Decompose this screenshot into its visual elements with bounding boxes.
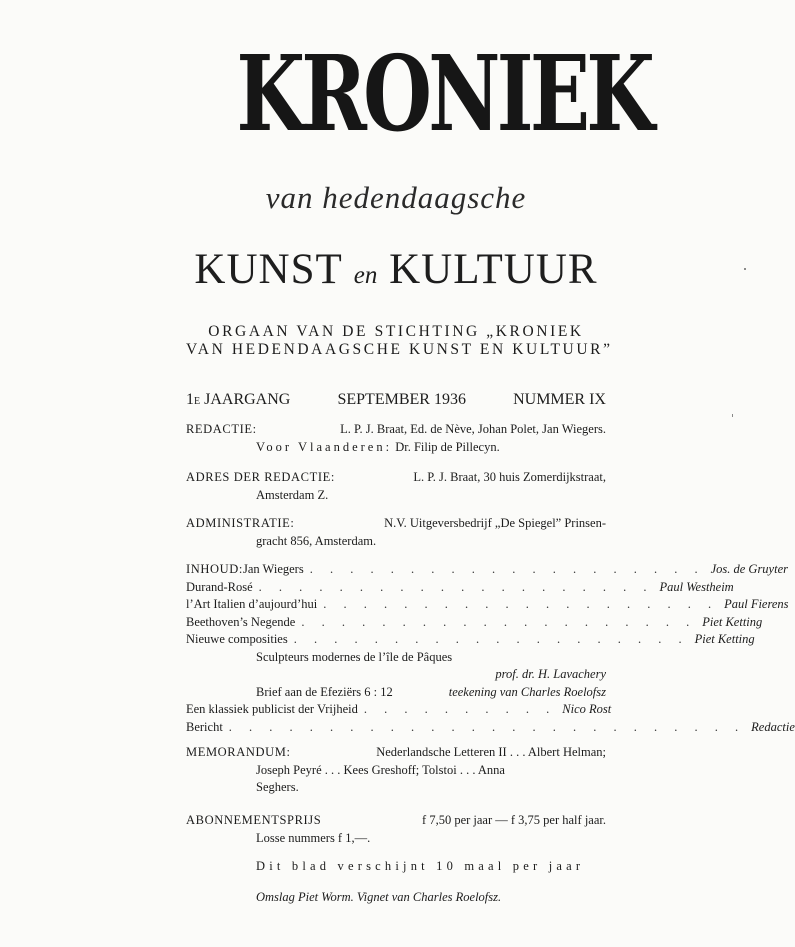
inhoud-row (186, 579, 734, 597)
inhoud-row (186, 596, 789, 614)
inhoud-item-title: Nieuwe composities (186, 632, 288, 646)
inhoud-item-author: teekening van Charles Roelofsz (448, 684, 606, 699)
leader-dots: . . . . . . . . . . . . . . . . . . . . (301, 614, 697, 629)
inhoud-indent (186, 649, 256, 667)
leader-dots: . . . . . . . . . . (363, 702, 557, 716)
memorandum-row (186, 744, 606, 762)
abonnement-row (186, 812, 606, 830)
administratie-line-2: gracht 856, Amsterdam. (256, 533, 377, 548)
issue-line (186, 390, 606, 410)
inhoud-item-author: Redactie (751, 719, 795, 734)
issue-date: SEPTEMBER 1936 (337, 391, 466, 408)
organ-statement (186, 323, 613, 359)
inhoud-table (186, 561, 795, 736)
inhoud-item-author: Piet Ketting (702, 614, 763, 629)
memorandum-block (186, 744, 606, 797)
redactie-row (186, 421, 606, 439)
inhoud-item-title: Jan Wiegers (242, 562, 304, 576)
leader-dots: . . . . . . . . . . . . . . . . . . . . (323, 597, 719, 611)
adres-line-1: L. P. J. Braat, 30 huis Zomerdijkstraat, (413, 470, 606, 484)
inhoud-row (186, 631, 755, 649)
inhoud-item-title: Een klassiek publicist der Vrijheid (186, 702, 358, 716)
inhoud-item-title: Bericht (186, 719, 223, 734)
kultuur-word: KULTUUR (389, 246, 598, 293)
administratie-block (186, 515, 606, 550)
organ-line-2: VAN HEDENDAAGSCHE KUNST EN KULTUUR” (186, 341, 613, 358)
inhoud-item-author: Nico Rost (562, 702, 612, 716)
abonnement-line-2: Losse nummers f 1,—. (256, 830, 371, 845)
inhoud-item-title: l’Art Italien d’aujourd’hui (186, 597, 318, 611)
memorandum-line-1: Nederlandsche Letteren II . . . Albert Helman; (376, 745, 606, 759)
issue-number: NUMMER IX (513, 391, 606, 408)
administratie-label: ADMINISTRATIE: (186, 516, 295, 530)
inhoud-item-title: Durand-Rosé (186, 579, 253, 594)
administratie-row (186, 515, 606, 533)
inhoud-row (186, 649, 606, 667)
memorandum-line-2: Joseph Peyré . . . Kees Greshoff; Tolstoi . . . Anna (256, 762, 505, 777)
redactie-vlaanderen: Dr. Filip de Pillecyn. (395, 439, 500, 454)
masthead-subtitle: van hedendaagsche (265, 180, 527, 215)
abonnement-line-1: f 7,50 per jaar — f 3,75 per half jaar. (422, 813, 606, 827)
inhoud-item-author: Paul Fierens (724, 597, 789, 611)
redactie-vlaanderen-label: Voor Vlaanderen: (256, 439, 393, 454)
inhoud-item-author: Jos. de Gruyter (710, 562, 788, 576)
inhoud-row (186, 614, 763, 632)
paper-speck (744, 268, 746, 270)
adres-line-2: Amsterdam Z. (256, 487, 329, 502)
redactie-line-1: L. P. J. Braat, Ed. de Nève, Johan Polet, Jan Wiegers. (340, 422, 606, 436)
leader-dots: . . . . . . . . . . . . . . . . . . . . (258, 579, 654, 594)
issue-jaargang (186, 390, 290, 410)
issue-ordinal: 1 (186, 391, 194, 408)
redactie-row-2 (186, 439, 606, 457)
masthead-title: KRONIEK (236, 32, 652, 155)
memorandum-line-3: Seghers. (256, 780, 299, 794)
abonnement-label: ABONNEMENTSPRIJS (186, 813, 322, 827)
masthead-kunst-kultuur (186, 244, 606, 302)
leader-dots: . . . . . . . . . . . . . . . . . . . . . . . . . . (228, 719, 746, 734)
adres-label: ADRES DER REDACTIE: (186, 470, 335, 484)
kunst-word: KUNST (194, 246, 342, 293)
redactie-block (186, 421, 606, 456)
leader-dots: . . . . . . . . . . . . . . . . . . . . (309, 562, 705, 576)
inhoud-item-author: Paul Westheim (659, 579, 734, 594)
paper-speck (732, 414, 733, 417)
leader-dots: . . . . . . . . . . . . . . . . . . . . (293, 632, 689, 646)
adres-row (186, 469, 606, 487)
inhoud-item-title: Sculpteurs modernes de l’île de Pâques (256, 649, 453, 664)
inhoud-spacer (393, 684, 449, 702)
inhoud-row (186, 701, 612, 719)
inhoud-row (186, 561, 788, 579)
issue-jaargang-word: JAARGANG (204, 391, 291, 408)
inhoud-item-title: Beethoven’s Negende (186, 614, 296, 629)
inhoud-label: INHOUD: (186, 562, 243, 576)
inhoud-row (186, 719, 795, 737)
publication-frequency: Dit blad verschijnt 10 maal per jaar (256, 859, 585, 873)
inhoud-item-author: Piet Ketting (694, 632, 755, 646)
en-word: en (353, 262, 378, 289)
cover-credits: Omslag Piet Worm. Vignet van Charles Roelofsz. (256, 890, 502, 904)
organ-line-1: ORGAAN VAN DE STICHTING „KRONIEK (208, 323, 584, 340)
inhoud-item-title: Brief aan de Efeziërs 6 : 12 (256, 684, 393, 699)
inhoud-item-author: prof. dr. H. Lavachery (495, 667, 606, 681)
issue-ordinal-sup: E (194, 396, 201, 407)
redactie-label: REDACTIE: (186, 422, 257, 436)
memorandum-label: MEMORANDUM: (186, 745, 291, 759)
administratie-line-1: N.V. Uitgeversbedrijf „De Spiegel” Prinsen- (384, 516, 606, 530)
adres-block (186, 469, 606, 504)
abonnement-block (186, 812, 606, 847)
inhoud-indent (186, 684, 256, 702)
inhoud-row (186, 684, 606, 702)
